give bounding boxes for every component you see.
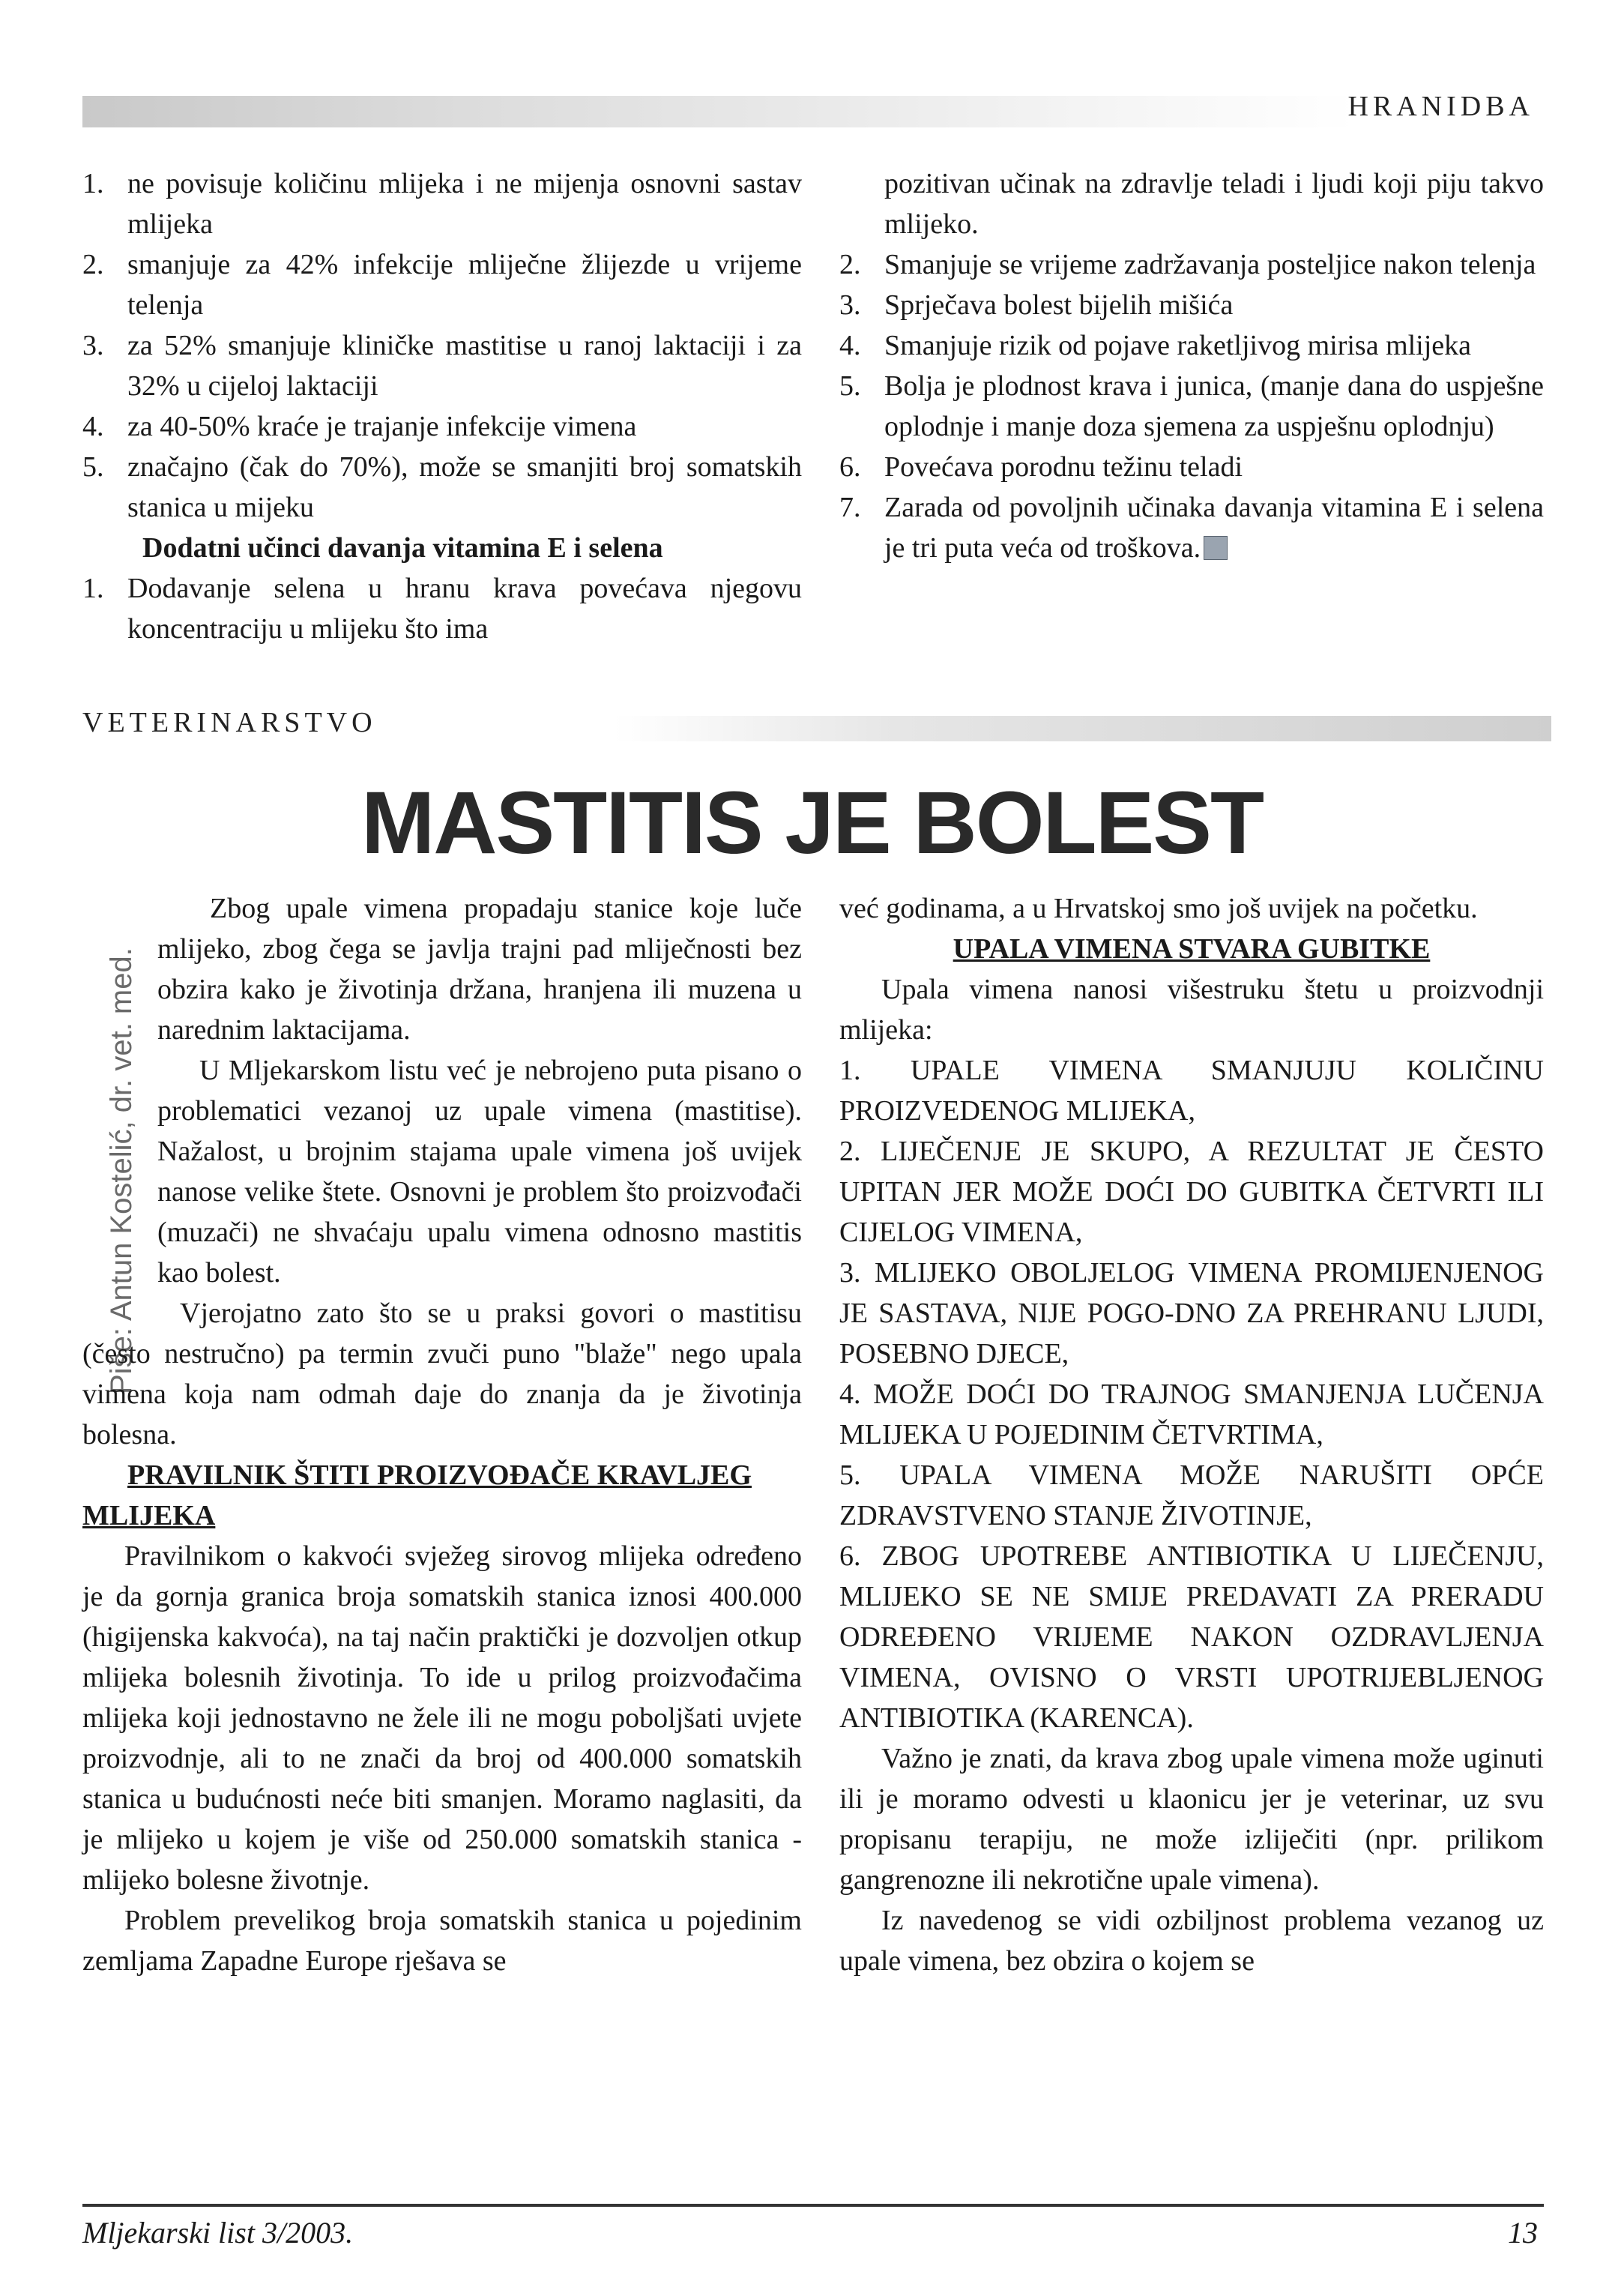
caps-item: 1. UPALE VIMENA SMANJUJU KOLIČINU PROIZVEDENOG MLIJEKA, <box>839 1055 1544 1127</box>
intro-block <box>82 888 802 1293</box>
paragraph: Važno je znati, da krava zbog upale vimena može uginuti ili je moramo odvesti u klaonicu jer je veterinar, uz svu propisanu terapiju, ne može izliječiti (npr. prilikom gangrenozne ili nekrotične upale vimena). <box>839 1743 1544 1896</box>
list-item: 1. Dodavanje selena u hranu krava povećava njegovu koncentraciju u mlijeku što ima <box>82 573 802 645</box>
article-title: MASTITIS JE BOLEST <box>360 774 1264 873</box>
list-item: 6. Povećava porodnu težinu teladi <box>839 451 1243 483</box>
section-band <box>615 716 1551 741</box>
benefits-list <box>82 163 802 528</box>
paragraph: Zbog upale vimena propadaju stanice koje luče mlijeko, zbog čega se javlja trajni pad mliječnosti bez obzira kako je životinja držana, hranjena ili muzena u narednim laktacijama. <box>157 893 802 1046</box>
paragraph: već godinama, a u Hrvatskoj smo još uvijek na početku. <box>839 893 1478 924</box>
subheading-vitamin-e: Dodatni učinci davanja vitamina E i selena <box>142 532 663 564</box>
paragraph: U Mljekarskom listu već je nebrojeno puta pisano o problematici vezanoj uz upale vimena (mastitise). Nažalost, u brojnim stajama upale vimena još uvijek nanose velike štete. Osnovni je problem što proizvođači (muzači) ne shvaćaju upalu vimena odnosno mastitis kao bolest. <box>157 1055 802 1289</box>
footer-divider <box>82 2204 1544 2207</box>
upper-right-column <box>839 163 1544 568</box>
list-item: 5. značajno (čak do 70%), može se smanjiti broj somatskih stanica u mijeku <box>82 451 802 523</box>
list-continuation: pozitivan učinak na zdravlje teladi i ljudi koji piju takvo mlijeko. <box>884 168 1544 240</box>
paragraph: Vjerojatno zato što se u praksi govori o mastitisu (često nestručno) pa termin zvuči puno "blaže" nego upala vimena koja nam odmah daje do znanja da je životinja bolesna. <box>82 1298 802 1450</box>
list-item: 2. Smanjuje se vrijeme zadržavanja posteljice nakon telenja <box>839 249 1536 280</box>
list-item: 3. za 52% smanjuje kliničke mastitise u ranoj laktaciji i za 32% u cijeloj laktaciji <box>82 330 802 402</box>
article-left-column <box>82 888 802 1981</box>
upper-left-column <box>82 163 802 649</box>
section-label-veterinarstvo: VETERINARSTVO <box>82 707 377 738</box>
list-item: 2. smanjuje za 42% infekcije mliječne žlijezde u vrijeme telenja <box>82 249 802 321</box>
paragraph: Iz navedenog se vidi ozbiljnost problema vezanog uz upale vimena, bez obzira o kojem se <box>839 1905 1544 1977</box>
caps-item: 5. UPALA VIMENA MOŽE NARUŠITI OPĆE ZDRAVSTVENO STANJE ŽIVOTINJE, <box>839 1459 1544 1531</box>
caps-item: 2. LIJEČENJE JE SKUPO, A REZULTAT JE ČESTO UPITAN JER MOŽE DOĆI DO GUBITKA ČETVRTI ILI CIJELOG VIMENA, <box>839 1136 1544 1248</box>
effects-list-cont <box>839 244 1544 568</box>
effects-list <box>82 568 802 649</box>
list-item: 3. Sprječava bolest bijelih mišića <box>839 289 1234 321</box>
list-item: 4. Smanjuje rizik od pojave raketljivog mirisa mlijeka <box>839 330 1472 361</box>
heading-pravilnik: PRAVILNIK ŠTITI PROIZVOĐAČE KRAVLJEG MLIJEKA <box>82 1459 752 1531</box>
header-band <box>82 96 1356 127</box>
paragraph: Upala vimena nanosi višestruku štetu u proizvodnji mlijeka: <box>839 974 1544 1046</box>
caps-item: 6. ZBOG UPOTREBE ANTIBIOTIKA U LIJEČENJU, MLIJEKO SE NE SMIJE PREDAVATI ZA PRERADU ODREĐENO VRIJEME NAKON OZDRAVLJENJA VIMENA, OVISNO O VRSTI UPOTRIJEBLJENOG ANTIBIOTIKA (KARENCA). <box>839 1540 1544 1734</box>
list-item: 4. za 40-50% kraće je trajanje infekcije vimena <box>82 411 637 442</box>
list-item: 5. Bolja je plodnost krava i junica, (manje dana do uspješne oplodnje i manje doza sjemena za uspješnu oplodnju) <box>839 370 1544 442</box>
end-mark-icon <box>1204 536 1228 560</box>
paragraph: Pravilnikom o kakvoći svježeg sirovog mlijeka određeno je da gornja granica broja somatskih stanica iznosi 400.000 (higijenska kakvoća), na taj način praktički je dozvoljen otkup mlijeka bolesnih životinja. To ide u prilog proizvođačima mlijeka koji jednostavno ne žele ili ne mogu poboljšati uvjete proizvodnje, ali to ne znači da broj od 400.000 somatskih stanica u budućnosti neće biti smanjen. Moramo naglasiti, da je mlijeko u kojem je više od 250.000 somatskih stanica - mlijeko bolesne životnje. <box>82 1540 802 1896</box>
paragraph: Problem prevelikog broja somatskih stanica u pojedinim zemljama Zapadne Europe rješava se <box>82 1905 802 1977</box>
caps-item: 3. MLIJEKO OBOLJELOG VIMENA PROMIJENJENOG JE SASTAVA, NIJE POGO-DNO ZA PREHRANU LJUDI, POSEBNO DJECE, <box>839 1257 1544 1370</box>
journal-issue: Mljekarski list 3/2003. <box>82 2216 354 2250</box>
caps-item: 4. MOŽE DOĆI DO TRAJNOG SMANJENJA LUČENJA MLIJEKA U POJEDINIM ČETVRTIMA, <box>839 1378 1544 1450</box>
page-number: 13 <box>1508 2216 1538 2250</box>
list-item: 7. Zarada od povoljnih učinaka davanja vitamina E i selena je tri puta veća od troškova. <box>839 492 1544 564</box>
list-item: 1. ne povisuje količinu mlijeka i ne mijenja osnovni sastav mlijeka <box>82 168 802 240</box>
article-right-column <box>839 888 1544 1981</box>
heading-upala: UPALA VIMENA STVARA GUBITKE <box>953 933 1431 965</box>
section-label-hranidba: HRANIDBA <box>1347 91 1534 122</box>
